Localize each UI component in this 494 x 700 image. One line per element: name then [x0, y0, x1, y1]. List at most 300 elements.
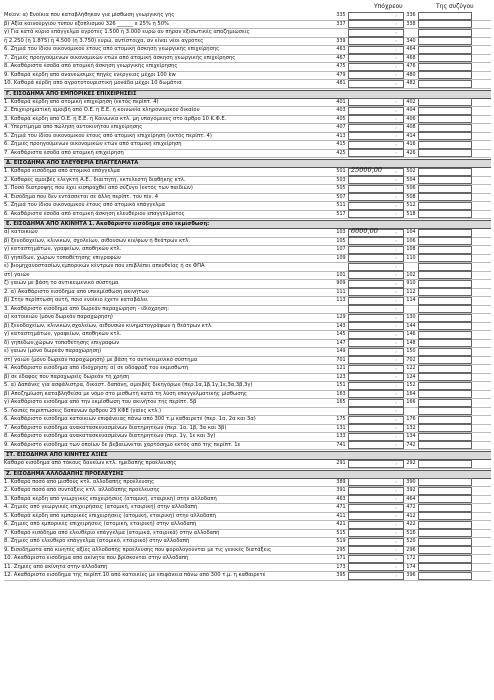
taxpayer-amount-field[interactable] — [348, 107, 404, 115]
row-label: γ) Για κατά κύριο επάγγελμα αγρότες 1.500 ή 3.000 ευρώ αν πήραν εξισωτικές αποζημιώσεις — [4, 29, 250, 35]
taxpayer-code: 413 — [336, 133, 346, 139]
spouse-amount-field[interactable] — [418, 185, 472, 193]
taxpayer-code: 471 — [336, 505, 346, 510]
taxpayer-code: 149 — [336, 349, 346, 354]
taxpayer-amount-field[interactable] — [348, 305, 404, 313]
form-row — [4, 246, 491, 255]
row-label: στ) γαιών — [4, 271, 30, 278]
taxpayer-amount-field[interactable] — [348, 29, 404, 37]
taxpayer-code: 389 — [336, 479, 346, 485]
decimal-separator: , — [395, 11, 397, 18]
spouse-code: 338 — [406, 21, 416, 27]
taxpayer-amount-field[interactable] — [348, 331, 404, 339]
spouse-code: 122 — [406, 366, 416, 371]
row-label: 5. Ζημιά του ίδιου οικονομικού έτους από ατομικό επάγγελμα — [4, 202, 166, 208]
spouse-code: 402 — [406, 99, 416, 105]
spouse-code: 150 — [406, 349, 416, 354]
spouse-code: 910 — [406, 281, 416, 286]
taxpayer-amount-field[interactable] — [348, 504, 404, 512]
spouse-amount-field[interactable] — [418, 98, 472, 106]
spouse-amount-field[interactable] — [418, 563, 472, 571]
taxpayer-amount-field[interactable] — [348, 12, 404, 20]
form-row — [4, 72, 491, 81]
taxpayer-code: 517 — [336, 211, 346, 217]
taxpayer-code: 165 — [336, 400, 346, 405]
decimal-separator: , — [395, 193, 397, 200]
form-row — [4, 374, 491, 383]
row-label: 8. Ακαθάριστο εισόδημα ανακατασκευασμένων διατηρητέων (περ. 1γ, 1ε και 3γ) — [4, 433, 216, 439]
taxpayer-amount-field[interactable] — [348, 288, 404, 296]
spouse-code: 426 — [406, 150, 416, 156]
taxpayer-code: 425 — [336, 150, 346, 156]
spouse-amount-field[interactable] — [418, 71, 472, 79]
taxpayer-amount-field[interactable] — [348, 521, 404, 529]
taxpayer-amount-field[interactable] — [348, 348, 404, 356]
row-label: ε) βιομηχανοστασίων,εμπορικών κέντρων που επιβλέπει απευθείας ή σε ΦΠΑ — [4, 263, 205, 269]
taxpayer-amount-field[interactable] — [348, 365, 404, 373]
decimal-separator: , — [395, 459, 397, 466]
row-label: 3. Ακαθάριστο εισόδημα από δωρεάν παραχώρηση - ιδιόχρηση: — [4, 305, 169, 312]
spouse-amount-field[interactable] — [418, 229, 472, 237]
row-label: 6. Ζημιές προηγούμενων οικονομικών ετών από ατομική επιχείρηση — [4, 141, 182, 147]
spouse-amount-field[interactable] — [418, 246, 472, 254]
taxpayer-code: 101 — [336, 272, 346, 278]
taxpayer-code: 401 — [336, 99, 346, 105]
taxpayer-amount-field[interactable] — [348, 210, 404, 218]
spouse-amount-field[interactable] — [418, 115, 472, 123]
taxpayer-code: 507 — [336, 194, 346, 200]
decimal-separator: , — [395, 571, 397, 578]
decimal-separator: , — [395, 441, 397, 448]
taxpayer-code: 515 — [336, 530, 346, 536]
column-header-spouse: Της συζύγου — [436, 3, 474, 10]
spouse-code: 106 — [406, 238, 416, 244]
taxpayer-amount-field[interactable] — [348, 416, 404, 424]
spouse-amount-field[interactable] — [418, 538, 472, 546]
taxpayer-amount-field[interactable] — [348, 132, 404, 140]
taxpayer-amount-field[interactable] — [348, 297, 404, 305]
spouse-amount-field[interactable] — [418, 63, 472, 71]
spouse-code: 504 — [406, 177, 416, 183]
spouse-code: 512 — [406, 203, 416, 208]
decimal-separator: , — [395, 123, 397, 130]
spouse-amount-field[interactable] — [418, 382, 472, 390]
spouse-amount-field[interactable] — [418, 132, 472, 140]
taxpayer-amount-field[interactable] — [348, 80, 404, 88]
taxpayer-amount-field[interactable] — [348, 441, 404, 449]
row-label: 8. Ζημιές από ελεύθερο επάγγελμα (ατομικό, εταιρικό) στην αλλοδαπή — [4, 538, 190, 544]
taxpayer-code: 339 — [336, 38, 346, 44]
spouse-amount-field[interactable] — [418, 546, 472, 554]
taxpayer-amount-field[interactable] — [348, 176, 404, 184]
taxpayer-amount-field[interactable] — [348, 165, 404, 176]
taxpayer-amount-field[interactable] — [348, 149, 404, 157]
form-row — [4, 165, 491, 177]
form-row — [4, 416, 491, 425]
spouse-code: 508 — [406, 194, 416, 200]
taxpayer-amount-field[interactable] — [348, 546, 404, 554]
taxpayer-amount-value: 6000,00 — [351, 226, 378, 235]
spouse-amount-field[interactable] — [418, 29, 472, 37]
decimal-separator: , — [395, 245, 397, 252]
form-row — [4, 29, 491, 38]
spouse-amount-field[interactable] — [418, 271, 472, 279]
row-label: ή 2.250 (ή 1.875) ή 4.500 (ή 3.750) ευρώ, αντίστοιχα, αν είναι νέοι αγρότες — [4, 37, 204, 44]
taxpayer-amount-field[interactable] — [348, 382, 404, 390]
spouse-code: 520 — [406, 539, 416, 544]
decimal-separator: , — [395, 79, 397, 86]
spouse-code: 148 — [406, 340, 416, 346]
spouse-amount-field[interactable] — [418, 339, 472, 347]
spouse-code: 416 — [406, 142, 416, 147]
spouse-amount-field[interactable] — [418, 54, 472, 62]
taxpayer-amount-field[interactable] — [348, 563, 404, 571]
taxpayer-amount-field[interactable] — [348, 373, 404, 381]
form-row — [4, 194, 491, 203]
taxpayer-amount-field[interactable] — [348, 46, 404, 54]
taxpayer-code: 143 — [336, 323, 346, 329]
spouse-amount-field[interactable] — [418, 504, 472, 512]
decimal-separator: , — [395, 347, 397, 354]
spouse-amount-field[interactable] — [418, 168, 472, 176]
spouse-amount-field[interactable] — [418, 314, 472, 322]
row-label: 1. Καθαρά κέρδη από ατομική επιχείρηση (εκτός περίπτ. 4) — [4, 98, 159, 105]
taxpayer-amount-field[interactable] — [348, 37, 404, 45]
decimal-separator: , — [395, 432, 397, 439]
row-label: β) Αξία καινούργιου τύπου εξοπλισμού 326 ______ x 25% ή 50% — [4, 20, 169, 27]
spouse-code: 468 — [406, 55, 416, 61]
spouse-amount-field[interactable] — [418, 555, 472, 563]
decimal-separator: , — [395, 149, 397, 156]
decimal-separator: , — [395, 520, 397, 527]
spouse-amount-field[interactable] — [418, 263, 472, 271]
row-label: β) Στην περίπτωση αυτή, ποιο ενοίκιο έχετε καταβάλει — [4, 297, 148, 303]
taxpayer-code: 463 — [336, 47, 346, 52]
row-label: 3. Καθαρά κέρδη από Ο.Ε. ή Ε.Ε. ή Κοινωνία κτλ. μη υπαγόμενες στο άρθρο 10 Κ.Φ.Ε. — [4, 115, 227, 122]
row-label: 3. Καθαρά κέρδη από γεωργικές επιχειρήσεις (ατομική, εταιρική) στην αλλοδαπή — [4, 495, 217, 502]
taxpayer-amount-field[interactable] — [348, 407, 404, 415]
spouse-code: 518 — [406, 211, 416, 217]
spouse-code: 396 — [406, 573, 416, 578]
form-row — [4, 21, 491, 30]
form-row — [4, 530, 491, 539]
taxpayer-code: 475 — [336, 64, 346, 69]
row-label: α) κατοικιών — [4, 229, 38, 235]
taxpayer-amount-field[interactable] — [348, 572, 404, 580]
row-label: Καθαρό εισόδημα από τόκους δανείων κτλ. ημεδαπής προέλευσης — [4, 460, 177, 466]
form-row — [4, 555, 491, 564]
decimal-separator: , — [395, 54, 397, 61]
taxpayer-code: 501 — [336, 169, 346, 174]
taxpayer-code: 479 — [336, 72, 346, 78]
spouse-amount-field[interactable] — [418, 193, 472, 201]
spouse-amount-field[interactable] — [418, 390, 472, 398]
spouse-amount-field[interactable] — [418, 399, 472, 407]
decimal-separator: , — [395, 330, 397, 337]
taxpayer-amount-field[interactable] — [348, 424, 404, 432]
spouse-amount-field[interactable] — [418, 495, 472, 503]
row-label: 5. Λοιπές περιπτώσεις δαπανών άρθρου 23 ΚΦΕ (γαίες κτλ.) — [4, 407, 162, 414]
form-row — [4, 55, 491, 64]
spouse-amount-field[interactable] — [418, 356, 472, 364]
decimal-separator: , — [395, 398, 397, 405]
spouse-amount-field[interactable] — [418, 305, 472, 313]
taxpayer-code: 133 — [336, 434, 346, 439]
section-header: ΣΤ. ΕΙΣΟΔΗΜΑ ΑΠΟ ΚΙΝΗΤΕΣ ΑΞΙΕΣ — [4, 451, 491, 460]
spouse-amount-field[interactable] — [418, 124, 472, 132]
decimal-separator: , — [395, 288, 397, 295]
taxpayer-amount-field[interactable] — [348, 495, 404, 503]
taxpayer-amount-field[interactable] — [348, 71, 404, 79]
taxpayer-amount-field[interactable] — [348, 399, 404, 407]
spouse-amount-field[interactable] — [418, 365, 472, 373]
decimal-separator: , — [395, 106, 397, 113]
row-label: 3. Ποσό διατροφής που έχει εισπραχθεί από σύζυγο (εκτός των παιδιών) — [4, 185, 193, 191]
taxpayer-amount-field[interactable] — [348, 237, 404, 245]
row-label: 2. α) Ακαθάριστο εισόδημα από υπεκμίσθωση ακινήτων — [4, 288, 149, 295]
spouse-code: 404 — [406, 108, 416, 113]
form-row — [4, 340, 491, 349]
form-row — [4, 226, 491, 238]
decimal-separator: , — [395, 132, 397, 139]
taxpayer-code: 109 — [336, 255, 346, 261]
form-row — [4, 564, 491, 573]
spouse-code: 108 — [406, 247, 416, 252]
form-row — [4, 442, 491, 451]
taxpayer-amount-field[interactable] — [348, 115, 404, 123]
row-label: 4. Εισόδημα που δεν εντάσσεται σε άλλη περίπτ. του πίν. 4 — [4, 193, 159, 200]
taxpayer-amount-field[interactable] — [348, 487, 404, 495]
row-label: δ) γηπέδων, χώρων τοποθέτησης επιγραφών — [4, 254, 121, 261]
form-row — [4, 238, 491, 247]
row-label: 6. Ακαθάριστα έσοδα από ατομική άσκηση ελευθέριου επαγγέλματος — [4, 210, 185, 217]
decimal-separator: , — [395, 486, 397, 493]
form-row — [4, 408, 491, 417]
spouse-code: 742 — [406, 442, 416, 448]
taxpayer-amount-field[interactable] — [348, 63, 404, 71]
taxpayer-amount-field[interactable] — [348, 254, 404, 262]
decimal-separator: , — [395, 537, 397, 544]
form-row — [4, 479, 491, 488]
taxpayer-amount-field[interactable] — [348, 322, 404, 330]
spouse-amount-field[interactable] — [418, 20, 472, 28]
decimal-separator: , — [395, 415, 397, 422]
taxpayer-amount-field[interactable] — [348, 538, 404, 546]
spouse-amount-field[interactable] — [418, 331, 472, 339]
section-header: Ε. ΕΙΣΟΔΗΜΑ ΑΠΟ ΑΚΙΝΗΤΑ 1. Ακαθάριστο εισόδημα από εκμίσθωση: — [4, 220, 491, 229]
spouse-amount-field[interactable] — [418, 433, 472, 441]
spouse-code: 390 — [406, 479, 416, 485]
spouse-amount-field[interactable] — [418, 202, 472, 210]
section-header: Δ. ΕΙΣΟΔΗΜΑ ΑΠΟ ΕΛΕΥΘΕΡΙΑ ΕΠΑΓΓΕΛΜΑΤΑ — [4, 159, 491, 168]
row-label: 4. Ζημιές από γεωργικές επιχειρήσεις (ατομική, εταιρική) στην αλλοδαπή — [4, 504, 198, 510]
taxpayer-amount-field[interactable] — [348, 193, 404, 201]
taxpayer-amount-field[interactable] — [348, 512, 404, 520]
spouse-amount-field[interactable] — [418, 529, 472, 537]
taxpayer-amount-field[interactable] — [348, 460, 404, 468]
spouse-code: 172 — [406, 556, 416, 561]
row-label: δ) γηπέδων,χώρων τοποθέτησης επιγραφών — [4, 339, 120, 346]
form-row — [4, 80, 491, 89]
spouse-amount-field[interactable] — [418, 176, 472, 184]
spouse-code: 422 — [406, 522, 416, 527]
spouse-amount-field[interactable] — [418, 424, 472, 432]
row-label: 12. Ακαθάριστο εισόδημα της περίπτ.10 από κατοικίες με επιφάνεια πάνω από 300 τ.μ. η καθαιρετέ — [4, 572, 266, 578]
taxpayer-amount-field[interactable] — [348, 271, 404, 279]
spouse-amount-field[interactable] — [418, 254, 472, 262]
taxpayer-code: 147 — [336, 340, 346, 346]
taxpayer-amount-field[interactable] — [348, 202, 404, 210]
form-row — [4, 38, 491, 47]
decimal-separator: , — [395, 62, 397, 69]
spouse-amount-field[interactable] — [418, 460, 472, 468]
form-row — [4, 107, 491, 116]
taxpayer-amount-field[interactable] — [348, 20, 404, 28]
spouse-amount-field[interactable] — [418, 478, 472, 486]
decimal-separator: , — [395, 98, 397, 105]
form-row — [4, 487, 491, 496]
spouse-amount-field[interactable] — [418, 141, 472, 149]
taxpayer-amount-field[interactable] — [348, 555, 404, 563]
spouse-amount-field[interactable] — [418, 373, 472, 381]
taxpayer-amount-field[interactable] — [348, 263, 404, 271]
taxpayer-amount-value: 25000,00 — [351, 165, 383, 174]
spouse-amount-field[interactable] — [418, 210, 472, 218]
spouse-amount-field[interactable] — [418, 416, 472, 424]
decimal-separator: , — [395, 424, 397, 431]
row-label: β) ξενοδοχείων, κλινικών, σχολείων, αιθουσών κιν/φων ή θεάτρων κτλ. — [4, 237, 190, 244]
taxpayer-code: 519 — [336, 539, 346, 544]
taxpayer-amount-field[interactable] — [348, 356, 404, 364]
taxpayer-code: 113 — [336, 298, 346, 303]
spouse-amount-field[interactable] — [418, 441, 472, 449]
spouse-amount-field[interactable] — [418, 237, 472, 245]
taxpayer-code: 107 — [336, 247, 346, 252]
decimal-separator: , — [395, 529, 397, 536]
row-label: 9. Καθαρά κέρδη από ανανεώσιμες πηγές ενέργειας μέχρι 100 kw — [4, 71, 176, 78]
spouse-amount-field[interactable] — [418, 80, 472, 88]
spouse-code: 340 — [406, 38, 416, 44]
form-row — [4, 365, 491, 374]
spouse-code: 516 — [406, 530, 416, 536]
taxpayer-amount-field[interactable] — [348, 124, 404, 132]
row-label: β) ξενοδοχείων, κλινικών,σχολείων, αιθουσών κινηματογράφων ή θεάτρων κτλ. — [4, 322, 213, 329]
taxpayer-code: 467 — [336, 55, 346, 61]
form-row — [4, 547, 491, 556]
taxpayer-code: 411 — [336, 513, 346, 519]
taxpayer-amount-field[interactable] — [348, 141, 404, 149]
spouse-code: 414 — [406, 133, 416, 139]
form-row — [4, 63, 491, 72]
taxpayer-code: 421 — [336, 522, 346, 527]
row-label: 7. Καθαρό εισόδημα από ελευθέριο επάγγελμα (ατομικά, εταιρικά) στην αλλοδαπή — [4, 529, 220, 536]
form-row — [4, 433, 491, 442]
taxpayer-code: 175 — [336, 417, 346, 422]
row-label: 4. Υπερτίμημα από πώληση αυτοκινήτου επιχείρησης — [4, 124, 143, 130]
row-label: 5. α) Δαπάνες για ασφάλιστρα, δικαστ. δαπάνη, αμοιβές δικηγόρων (περ.1α,1β,1γ,1ε,3α,3β,3γ) — [4, 382, 253, 388]
taxpayer-amount-field[interactable] — [348, 390, 404, 398]
spouse-amount-field[interactable] — [418, 107, 472, 115]
form-rows — [4, 12, 491, 581]
spouse-amount-field[interactable] — [418, 512, 472, 520]
spouse-amount-field[interactable] — [418, 407, 472, 415]
row-label: 7. Ακαθάριστα έσοδα από ατομική επιχείρηση — [4, 149, 124, 156]
row-label: Μείον: α) Ενοίκια που καταβλήθηκαν για μίσθωση γεωργικής γής — [4, 12, 175, 18]
form-row — [4, 280, 491, 289]
form-row — [4, 425, 491, 434]
taxpayer-amount-field[interactable] — [348, 246, 404, 254]
taxpayer-amount-field[interactable] — [348, 280, 404, 288]
spouse-amount-field[interactable] — [418, 280, 472, 288]
spouse-code: 146 — [406, 332, 416, 337]
row-label: 2. Επιχειρηματική αμοιβή από Ο.Ε. ή Ε.Ε. ή κοινωνία κληρονομικού δικαίου — [4, 107, 200, 113]
taxpayer-code: 403 — [336, 108, 346, 113]
form-row — [4, 202, 491, 211]
taxpayer-amount-field[interactable] — [348, 529, 404, 537]
spouse-amount-field[interactable] — [418, 322, 472, 330]
spouse-amount-field[interactable] — [418, 521, 472, 529]
taxpayer-amount-field[interactable] — [348, 433, 404, 441]
taxpayer-amount-field[interactable] — [348, 98, 404, 106]
form-row — [4, 460, 491, 469]
decimal-separator: , — [395, 254, 397, 261]
spouse-code: 166 — [406, 400, 416, 405]
taxpayer-amount-field[interactable] — [348, 226, 404, 237]
decimal-separator: , — [395, 210, 397, 217]
taxpayer-amount-field[interactable] — [348, 339, 404, 347]
taxpayer-amount-field[interactable] — [348, 185, 404, 193]
row-label: ζ) γαιών με βάση το αντικειμενικό σύστημα — [4, 280, 119, 286]
taxpayer-code: 173 — [336, 564, 346, 570]
decimal-separator: , — [395, 503, 397, 510]
decimal-separator: , — [395, 262, 397, 269]
spouse-amount-field[interactable] — [418, 288, 472, 296]
spouse-code: 104 — [406, 230, 416, 235]
decimal-separator: , — [395, 201, 397, 208]
row-label: β) σε έδαφος που παραχωρείς δωρεάν τη χρήση — [4, 373, 130, 380]
spouse-amount-field[interactable] — [418, 348, 472, 356]
row-label: 5. Ζημιά του ίδιου οικονομικού έτους από ατομική επιχείρηση (εκτός περίπτ. 4) — [4, 132, 212, 139]
decimal-separator: , — [395, 296, 397, 303]
spouse-code: 110 — [406, 255, 416, 261]
spouse-amount-field[interactable] — [418, 487, 472, 495]
spouse-amount-field[interactable] — [418, 297, 472, 305]
decimal-separator: , — [395, 339, 397, 346]
decimal-separator: , — [395, 313, 397, 320]
spouse-code: 174 — [406, 564, 416, 570]
row-label: 4. Ακαθάριστο εισόδημα από ιδιόχρηση: α) σε οδόφραξ του εκμισθωτή — [4, 365, 189, 371]
form-row — [4, 399, 491, 408]
taxpayer-amount-field[interactable] — [348, 314, 404, 322]
decimal-separator: , — [395, 381, 397, 388]
taxpayer-code: 103 — [336, 230, 346, 235]
form-row — [4, 46, 491, 55]
taxpayer-amount-field[interactable] — [348, 478, 404, 486]
spouse-amount-field[interactable] — [418, 46, 472, 54]
form-row — [4, 496, 491, 505]
form-row — [4, 141, 491, 150]
taxpayer-amount-field[interactable] — [348, 54, 404, 62]
decimal-separator: , — [395, 28, 397, 35]
spouse-amount-field[interactable] — [418, 12, 472, 20]
spouse-amount-field[interactable] — [418, 149, 472, 157]
spouse-amount-field[interactable] — [418, 37, 472, 45]
decimal-separator: , — [395, 176, 397, 183]
taxpayer-code: 129 — [336, 315, 346, 320]
spouse-amount-field[interactable] — [418, 572, 472, 580]
row-label: 1. Καθαρό ποσό από μισθούς κτλ. αλλοδαπής προέλευσης — [4, 478, 155, 485]
spouse-code: 296 — [406, 547, 416, 553]
